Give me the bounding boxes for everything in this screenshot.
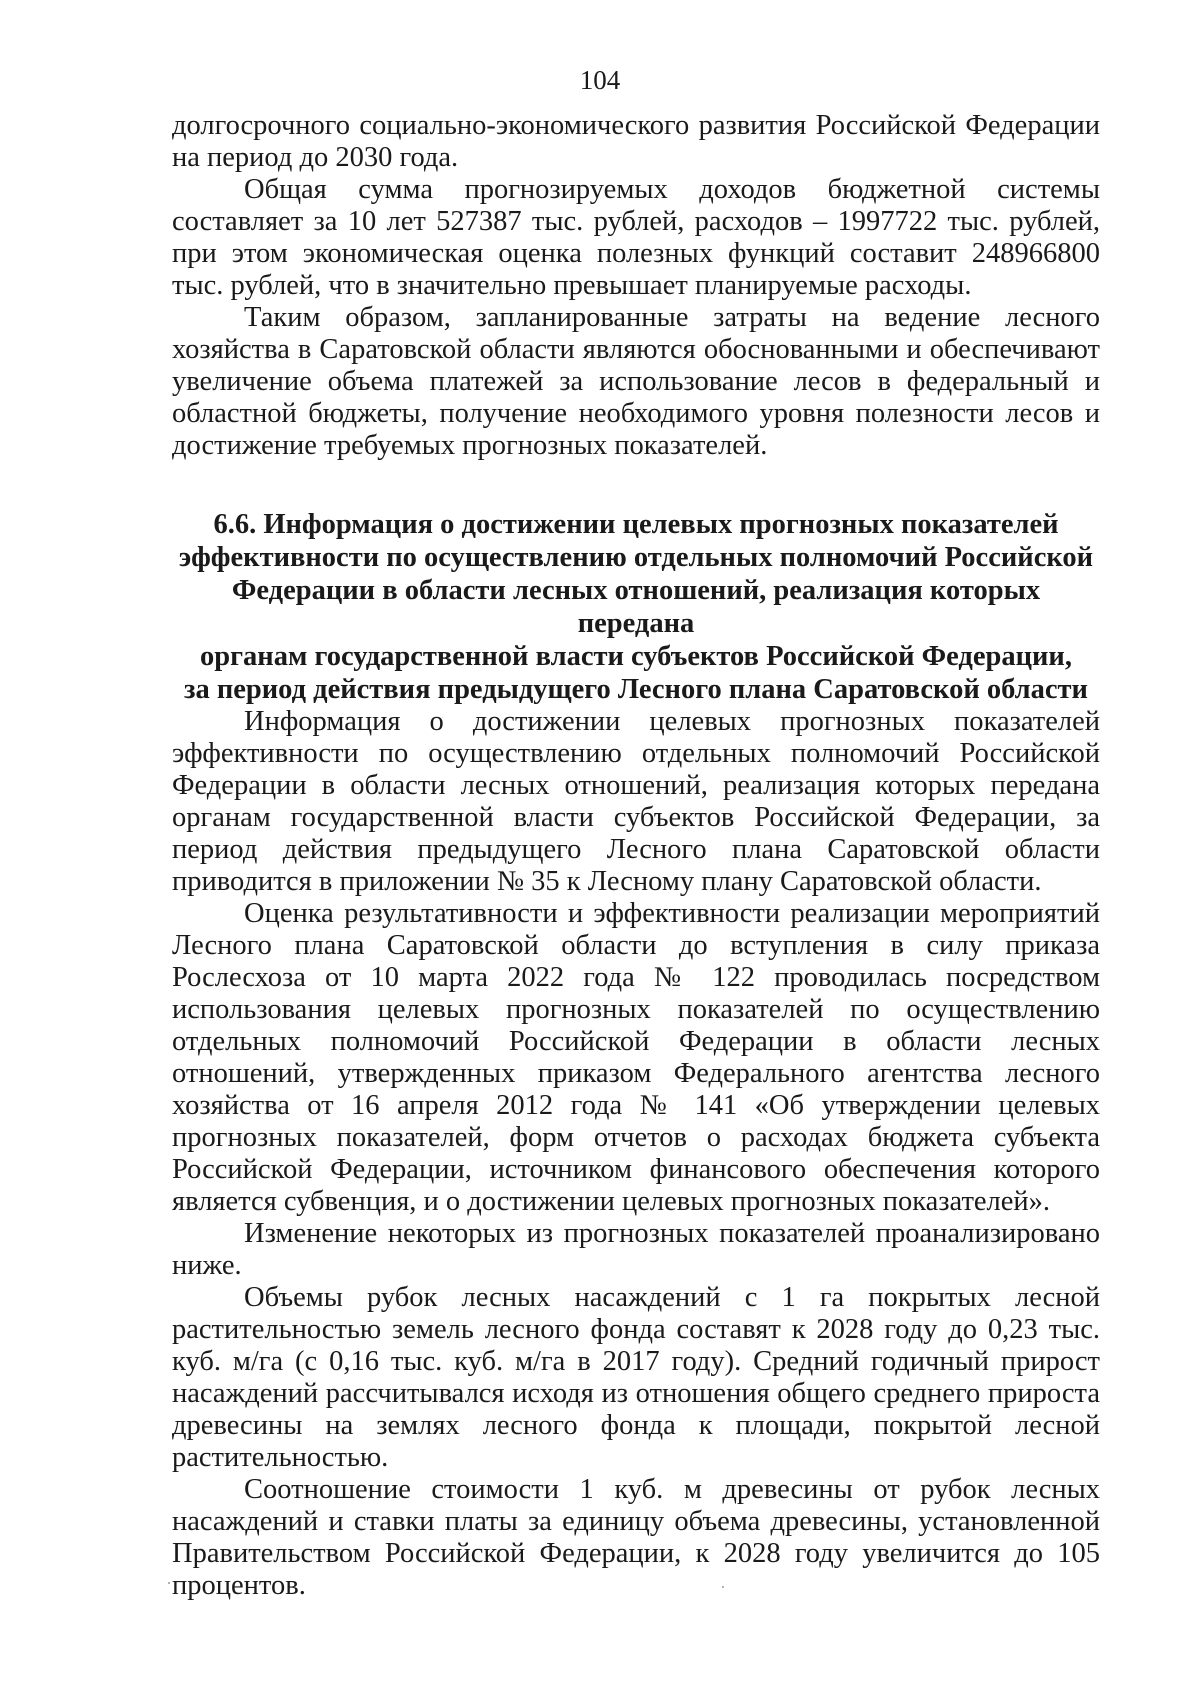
paragraph-conclusion: Таким образом, запланированные затраты на ведение лесного хозяйства в Саратовской области являются обоснованными и обеспечивают увеличение объема платежей за использование лесов в федеральный и областной бюджеты, получение необходимого уровня полезности лесов и достижение требуемых прогнозных показателей.: [172, 302, 1100, 461]
page-number: 104: [579, 65, 621, 95]
page-content: [172, 110, 1100, 1602]
paragraph-analysis-note: Изменение некоторых из прогнозных показателей проанализировано ниже.: [172, 1218, 1100, 1281]
section-heading-line: органам государственной власти субъектов Российской Федерации,: [200, 641, 1072, 672]
section-heading-line: эффективности по осуществлению отдельных полномочий Российской: [178, 542, 1094, 573]
section-heading-line: Федерации в области лесных отношений, реализация которых передана: [231, 575, 1041, 639]
section-heading-line: 6.6. Информация о достижении целевых прогнозных показателей: [213, 509, 1059, 540]
paragraph-info-annex: Информация о достижении целевых прогнозных показателей эффективности по осуществлению отдельных полномочий Российской Федерации в области лесных отношений, реализация которых передана органам государственной власти субъектов Российской Федерации, за период действия предыдущего Лесного плана Саратовской области приводится в приложении № 35 к Лесному плану Саратовской области.: [172, 706, 1100, 897]
paragraph-assessment: Оценка результативности и эффективности реализации мероприятий Лесного плана Саратовской области до вступления в силу приказа Рослесхоза от 10 марта 2022 года № 122 проводилась посредством использования целевых прогнозных показателей по осуществлению отдельных полномочий Российской Федерации в области лесных отношений, утвержденных приказом Федерального агентства лесного хозяйства от 16 апреля 2012 года № 141 «Об утверждении целевых прогнозных показателей, форм отчетов о расходах бюджета субъекта Российской Федерации, источником финансового обеспечения которого является субвенция, и о достижении целевых прогнозных показателей».: [172, 898, 1100, 1217]
paragraph-continuation: долгосрочного социально-экономического развития Российской Федерации на период до 2030 года.: [172, 110, 1100, 173]
section-heading-6-6: [172, 508, 1100, 706]
scan-speck: [722, 1586, 724, 1588]
paragraph-cost-ratio: Соотношение стоимости 1 куб. м древесины от рубок лесных насаждений и ставки платы за единицу объема древесины, установленной Правительством Российской Федерации, к 2028 году увеличится до 105 процентов.: [172, 1474, 1100, 1601]
paragraph-budget-summary: Общая сумма прогнозируемых доходов бюджетной системы составляет за 10 лет 527387 тыс. рублей, расходов – 1997722 тыс. рублей, при этом экономическая оценка полезных функций составит 248966800 тыс. рублей, что в значительно превышает планируемые расходы.: [172, 174, 1100, 301]
paragraph-logging-volume: Объемы рубок лесных насаждений с 1 га покрытых лесной растительностью земель лесного фонда составят к 2028 году до 0,23 тыс. куб. м/га (с 0,16 тыс. куб. м/га в 2017 году). Средний годичный прирост насаждений рассчитывался исходя из отношения общего среднего прироста древесины на землях лесного фонда к площади, покрытой лесной растительностью.: [172, 1282, 1100, 1473]
section-heading-line: за период действия предыдущего Лесного плана Саратовской области: [184, 674, 1088, 705]
scan-speck: [168, 1582, 170, 1584]
